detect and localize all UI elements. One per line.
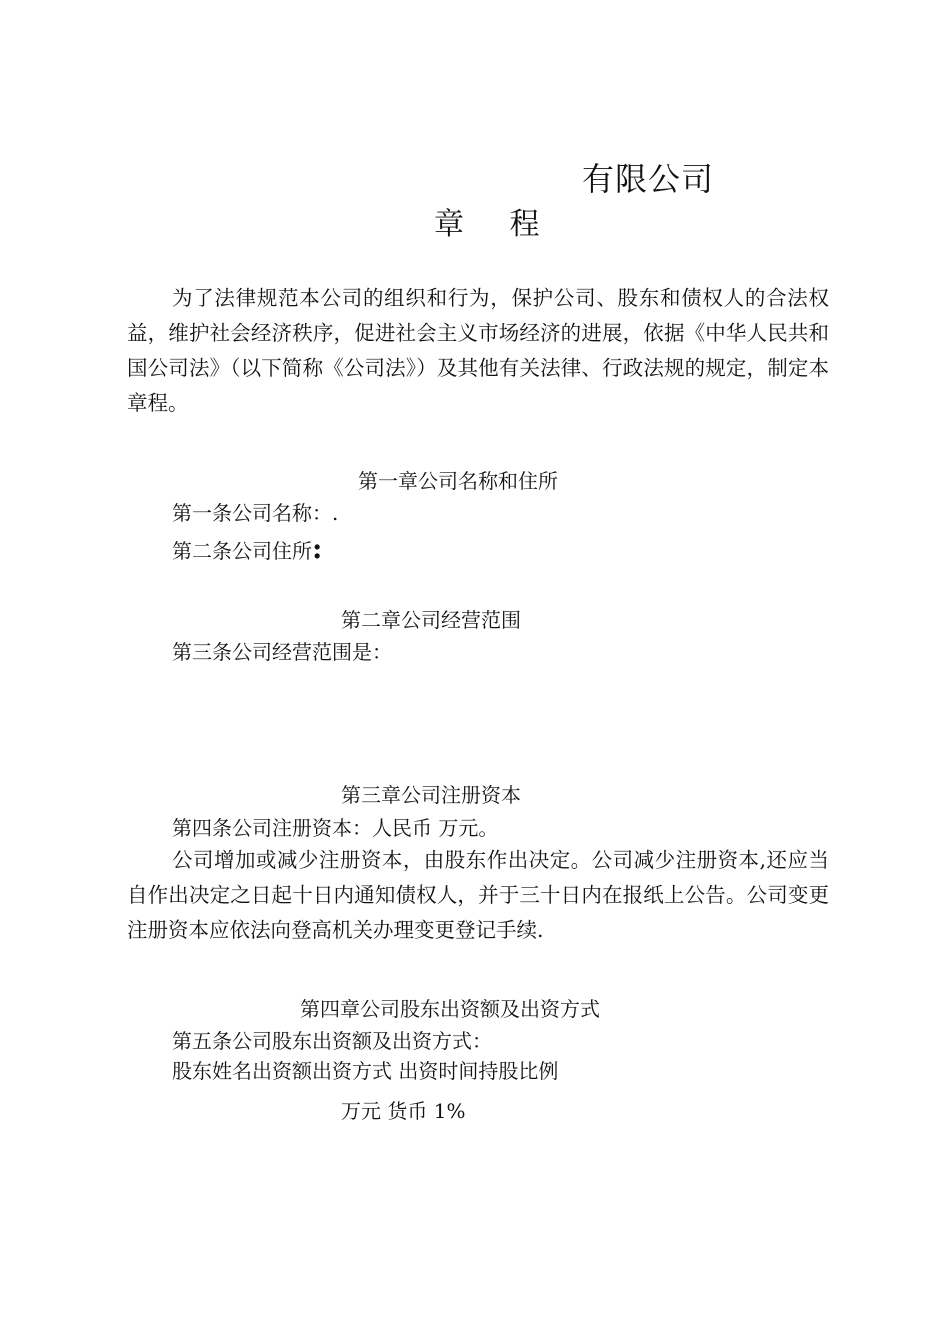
preamble-paragraph: 为了法律规范本公司的组织和行为，保护公司、股东和债权人的合法权益，维护社会经济秩序，促进社会主义市场经济的进展，依据《中华人民共和国公司法》（以下简称《公司法》）及其他有关法律、行政法规的规定，制定本章程。	[127, 286, 829, 415]
article-4-registered-capital: 第四条公司注册资本：人民币 万元。	[172, 816, 499, 840]
article-2-company-address	[172, 532, 323, 565]
contribution-table-header: 股东姓名出资额出资方式 出资时间持股比例	[172, 1059, 559, 1083]
chapter-1-heading: 第一章公司名称和住所	[358, 469, 558, 493]
contribution-table-row: 万元 货币 1%	[341, 1099, 466, 1123]
article-2-label: 第二条公司住所	[172, 539, 312, 563]
chapter-3-heading: 第三章公司注册资本	[341, 783, 521, 807]
company-name-title: 有限公司	[582, 160, 715, 198]
capital-change-paragraph: 公司增加或减少注册资本，由股东作出决定。公司减少注册资本,还应当自作出决定之日起十日内通知债权人，并于三十日内在报纸上公告。公司变更注册资本应依法向登高机关办理变更登记手续.	[127, 848, 829, 942]
article-5-contributions: 第五条公司股东出资额及出资方式：	[172, 1029, 492, 1053]
chapter-4-heading: 第四章公司股东出资额及出资方式	[300, 997, 600, 1021]
article-3-business-scope: 第三条公司经营范围是：	[172, 640, 392, 664]
article-2-colon: :	[312, 532, 323, 565]
charter-title: 章 程	[434, 207, 558, 242]
chapter-2-heading: 第二章公司经营范围	[341, 608, 521, 632]
article-1-company-name: 第一条公司名称：.	[172, 501, 339, 525]
